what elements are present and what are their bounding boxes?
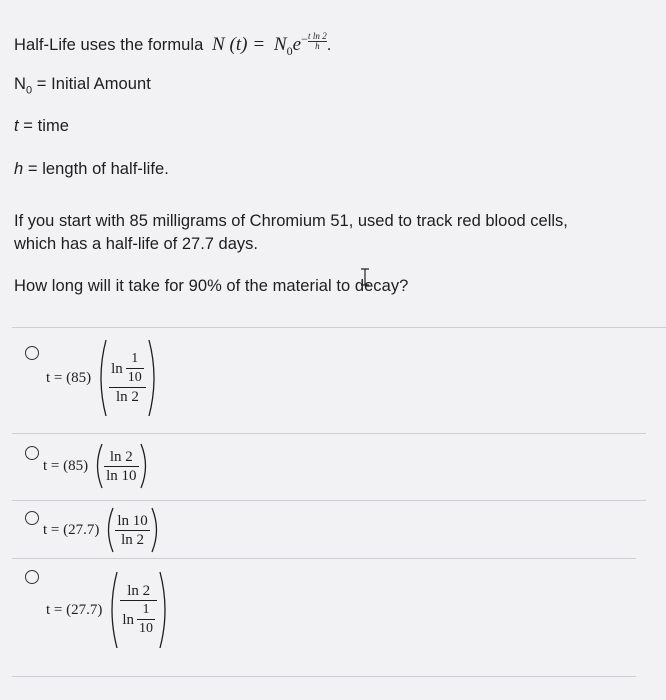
option-4-fraction: ln 2 ln $\frac{1}{10}$ xyxy=(120,582,157,638)
left-paren xyxy=(106,570,120,650)
option-3-lhs: t = (27.7) xyxy=(43,521,100,538)
right-paren xyxy=(157,570,171,650)
right-paren xyxy=(150,506,162,554)
question-text: How long will it take for 90% of the material to decay? xyxy=(14,277,409,295)
formula-lhs: N (t) = xyxy=(211,34,266,55)
option-2-lhs: t = (85) xyxy=(43,457,89,474)
definition-h: h = length of half-life. xyxy=(14,160,169,178)
left-paren xyxy=(92,442,104,490)
definition-n0: $N_0$ = Initial Amount xyxy=(14,75,151,97)
option-2-fraction: $\frac{\ln 2}{\ln 10}$ xyxy=(106,448,137,484)
option-3-fraction: $\frac{\ln 10}{\ln 2}$ xyxy=(117,512,148,548)
separator xyxy=(12,433,646,434)
formula-exponent: − $\frac{\text{t ln 2}}{h}$ xyxy=(301,31,327,51)
option-4-expression xyxy=(46,570,171,650)
option-4-lhs: t = (27.7) xyxy=(46,601,103,618)
left-paren xyxy=(95,338,109,418)
problem-text xyxy=(14,210,654,256)
problem-line-1: If you start with 85 milligrams of Chromium 51, used to track red blood cells, xyxy=(14,212,568,230)
text-cursor-icon xyxy=(360,268,370,286)
option-3-expression xyxy=(43,506,162,554)
separator xyxy=(12,327,666,328)
formula-n0: $N_0e$ xyxy=(273,34,302,58)
option-2-expression xyxy=(43,442,151,490)
definition-t: t = time xyxy=(14,117,69,135)
option-1-radio[interactable] xyxy=(25,346,39,360)
separator xyxy=(12,676,636,677)
separator xyxy=(12,558,636,559)
option-2-radio[interactable] xyxy=(25,446,39,460)
problem-line-2: which has a half-life of 27.7 days. xyxy=(14,235,258,253)
option-3-radio[interactable] xyxy=(25,511,39,525)
option-1-expression xyxy=(46,338,160,418)
formula-prefix: Half-Life uses the formula xyxy=(14,36,204,54)
left-paren xyxy=(103,506,115,554)
formula-end: . xyxy=(326,36,332,54)
formula-line xyxy=(14,31,332,61)
option-4-radio[interactable] xyxy=(25,570,39,584)
right-paren xyxy=(139,442,151,490)
right-paren xyxy=(146,338,160,418)
separator xyxy=(12,500,646,501)
option-1-lhs: t = (85) xyxy=(46,369,92,386)
option-1-fraction: ln $\frac{1}{10}$ ln 2 xyxy=(109,350,146,406)
